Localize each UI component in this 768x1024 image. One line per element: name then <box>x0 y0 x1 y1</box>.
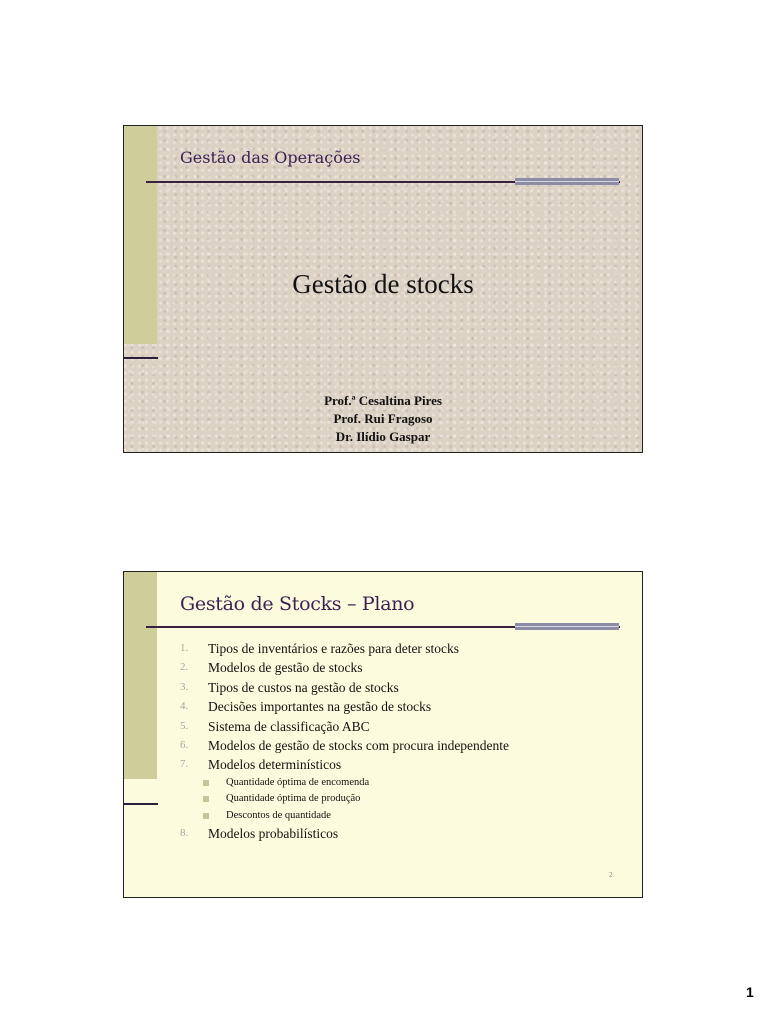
agenda-text: Modelos determinísticos <box>208 757 342 773</box>
agenda-item <box>180 658 630 677</box>
presentation-title: Gestão de stocks <box>292 269 474 299</box>
agenda-item <box>180 639 630 658</box>
slide-number: 2 <box>609 871 613 879</box>
agenda-subitem <box>203 808 630 825</box>
agenda-subitem-text: Quantidade óptima de produção <box>226 793 361 805</box>
author-name: Dr. Ilídio Gaspar <box>335 429 431 444</box>
agenda-text: Modelos probabilísticos <box>208 826 339 842</box>
agenda-text: Decisões importantes na gestão de stocks <box>208 699 432 715</box>
author-name: Prof. Rui Fragoso <box>333 411 433 426</box>
agenda-item <box>180 755 630 774</box>
agenda-item <box>180 824 630 843</box>
square-bullet-icon <box>203 813 209 819</box>
agenda-item <box>180 717 630 736</box>
agenda-list <box>180 639 630 844</box>
header-accent <box>515 623 619 630</box>
square-bullet-icon <box>203 780 209 786</box>
square-bullet-icon <box>203 796 209 802</box>
author-name: Prof.ª Cesaltina Pires <box>324 393 442 408</box>
agenda-number: 8. <box>180 827 189 840</box>
agenda-subitem <box>203 791 630 808</box>
agenda-item <box>180 678 630 697</box>
agenda-number: 6. <box>180 738 189 751</box>
agenda-text: Tipos de custos na gestão de stocks <box>208 679 399 695</box>
header-accent <box>515 178 619 185</box>
authors-block <box>124 392 642 446</box>
agenda-subitem-text: Quantidade óptima de encomenda <box>226 776 370 788</box>
agenda-subitem-text: Descontos de quantidade <box>226 809 331 821</box>
page-number: 1 <box>746 984 754 1000</box>
side-accent-bar <box>124 126 157 344</box>
agenda-number: 7. <box>180 758 189 771</box>
agenda-number: 5. <box>180 719 189 732</box>
side-accent-rule <box>124 803 158 805</box>
agenda-item <box>180 697 630 716</box>
course-title: Gestão das Operações <box>180 148 361 167</box>
agenda-number: 3. <box>180 680 189 693</box>
agenda-text: Modelos de gestão de stocks com procura independente <box>208 737 510 753</box>
side-accent-rule <box>124 357 158 359</box>
agenda-text: Sistema de classificação ABC <box>208 718 370 734</box>
agenda-text: Tipos de inventários e razões para deter stocks <box>208 641 460 656</box>
agenda-subitem <box>203 775 630 792</box>
side-accent-bar <box>124 572 157 779</box>
slide-title: Gestão de Stocks – Plano <box>180 593 415 615</box>
agenda-sublist <box>203 775 630 825</box>
agenda-item <box>180 736 630 755</box>
agenda-text: Modelos de gestão de stocks <box>208 660 363 676</box>
agenda-number: 4. <box>180 700 189 713</box>
title-slide <box>123 125 643 453</box>
agenda-number: 2. <box>180 661 189 674</box>
agenda-slide <box>123 571 643 898</box>
agenda-number: 1. <box>180 642 189 654</box>
